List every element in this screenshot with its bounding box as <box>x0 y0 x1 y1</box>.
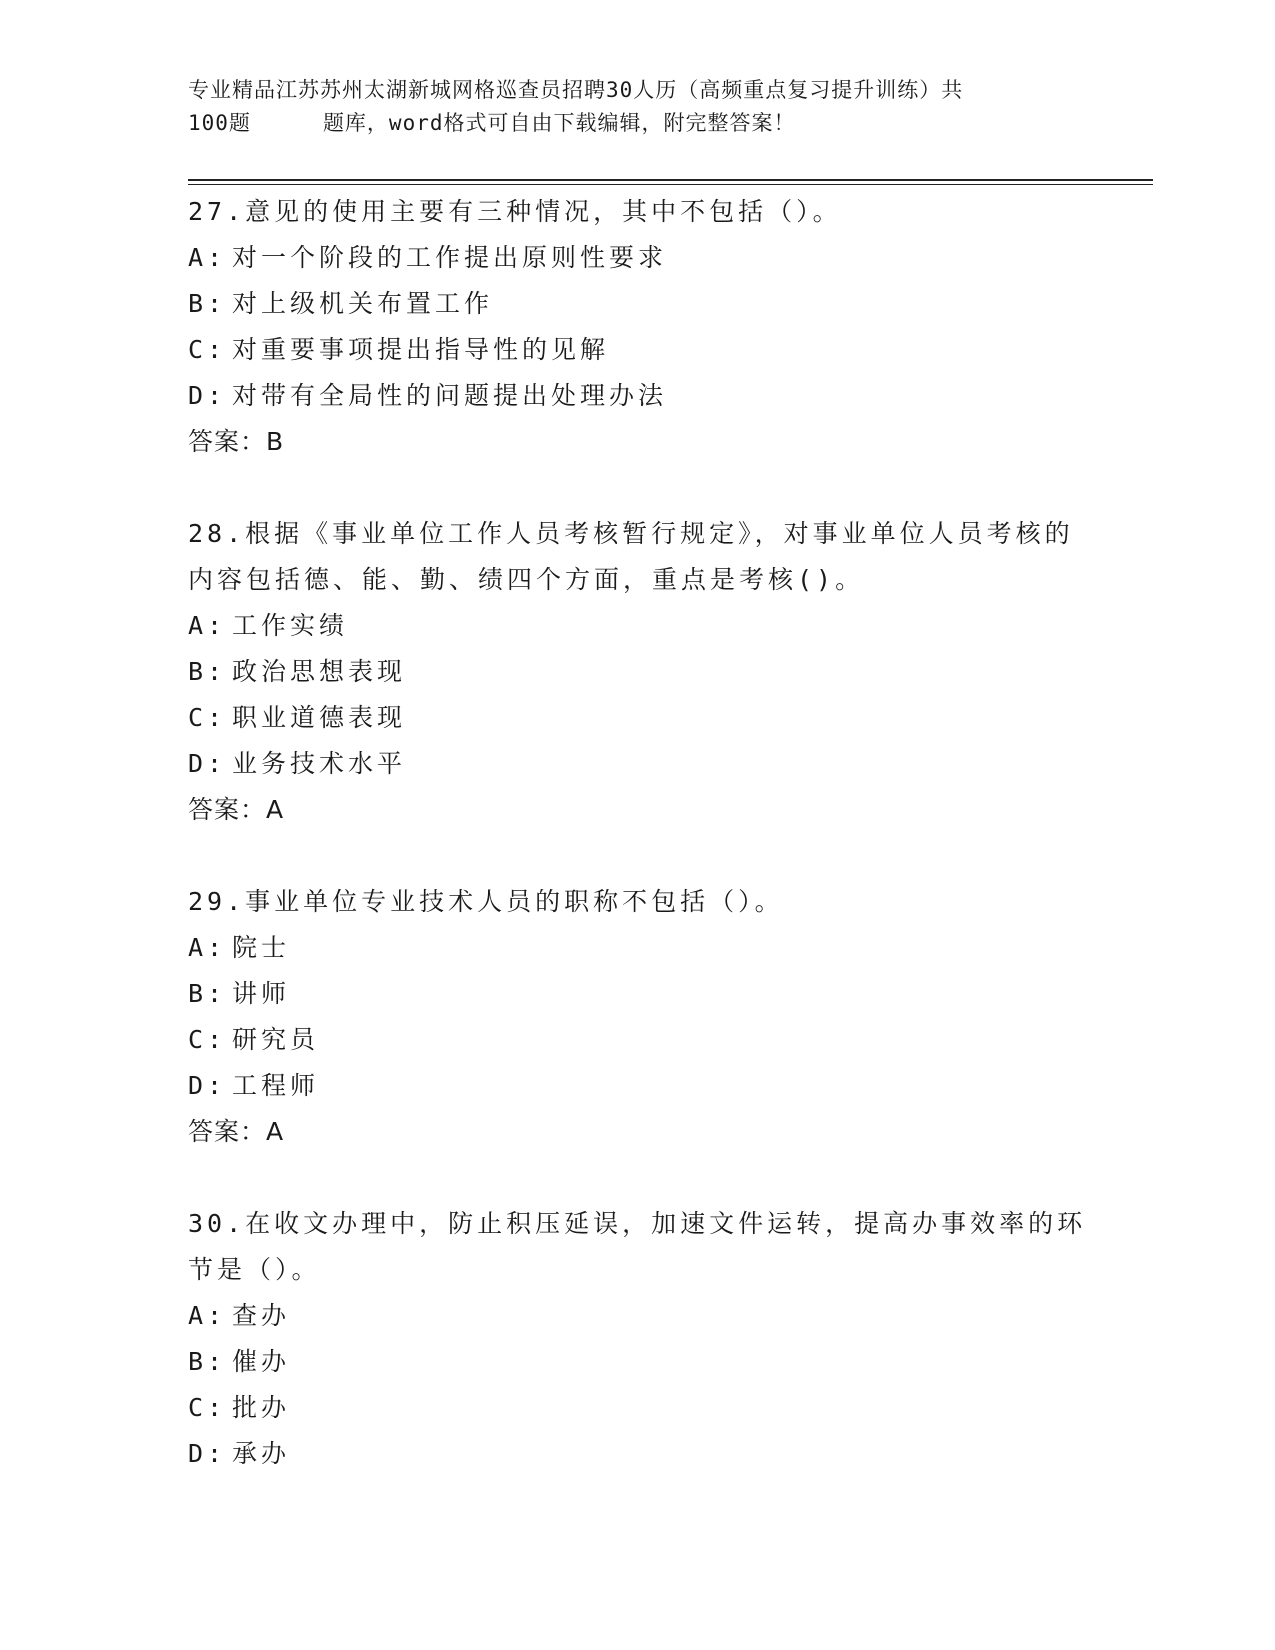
option-d <box>188 1431 1088 1477</box>
option-letter: D: <box>188 381 227 410</box>
answer-label: 答案：B <box>188 427 285 456</box>
option-letter: D: <box>188 1439 227 1468</box>
header-divider <box>188 179 1153 185</box>
option-b <box>188 1339 1088 1385</box>
answer-label: 答案：A <box>188 1117 285 1146</box>
header-line-1: 专业精品江苏苏州太湖新城网格巡查员招聘30人历（高频重点复习提升训练）共 <box>188 78 964 102</box>
question-30 <box>188 1201 1088 1477</box>
option-a <box>188 603 1088 649</box>
option-c <box>188 1385 1088 1431</box>
option-c <box>188 695 1088 741</box>
option-text: 政治思想表现 <box>232 657 407 686</box>
option-letter: B: <box>188 979 227 1008</box>
option-text: 查办 <box>232 1301 291 1330</box>
option-letter: C: <box>188 335 227 364</box>
option-text: 讲师 <box>232 979 291 1008</box>
option-text: 工程师 <box>232 1071 320 1100</box>
option-a <box>188 925 1088 971</box>
option-letter: B: <box>188 657 227 686</box>
option-text: 批办 <box>232 1393 291 1422</box>
option-text: 职业道德表现 <box>232 703 407 732</box>
option-letter: A: <box>188 243 227 272</box>
option-a <box>188 1293 1088 1339</box>
option-d <box>188 1063 1088 1109</box>
question-text: 30.在收文办理中，防止积压延误，加速文件运转，提高办事效率的环节是（）。 <box>188 1209 1087 1284</box>
question-text: 29.事业单位专业技术人员的职称不包括（）。 <box>188 887 784 916</box>
option-text: 对重要事项提出指导性的见解 <box>232 335 610 364</box>
option-text: 对带有全局性的问题提出处理办法 <box>232 381 668 410</box>
option-text: 催办 <box>232 1347 291 1376</box>
question-text: 27.意见的使用主要有三种情况，其中不包括（）。 <box>188 197 842 226</box>
document-header <box>188 74 1088 140</box>
answer-label: 答案：A <box>188 795 285 824</box>
option-letter: D: <box>188 749 227 778</box>
question-text: 28.根据《事业单位工作人员考核暂行规定》，对事业单位人员考核的内容包括德、能、勤、绩四个方面，重点是考核()。 <box>188 519 1074 594</box>
option-d <box>188 373 1088 419</box>
question-list <box>188 189 1088 1523</box>
option-d <box>188 741 1088 787</box>
option-b <box>188 281 1088 327</box>
option-letter: B: <box>188 289 227 318</box>
option-letter: A: <box>188 611 227 640</box>
option-c <box>188 1017 1088 1063</box>
option-a <box>188 235 1088 281</box>
option-text: 工作实绩 <box>232 611 349 640</box>
option-text: 对一个阶段的工作提出原则性要求 <box>232 243 668 272</box>
option-b <box>188 649 1088 695</box>
option-letter: C: <box>188 1025 227 1054</box>
header-line-2 <box>188 107 1088 140</box>
header-question-count: 100题 <box>188 111 251 135</box>
header-description: 题库，word格式可自由下载编辑，附完整答案！ <box>322 111 796 135</box>
question-28 <box>188 511 1088 833</box>
option-text: 研究员 <box>232 1025 320 1054</box>
option-letter: B: <box>188 1347 227 1376</box>
option-letter: C: <box>188 703 227 732</box>
option-text: 业务技术水平 <box>232 749 407 778</box>
option-letter: A: <box>188 1301 227 1330</box>
option-letter: D: <box>188 1071 227 1100</box>
question-29 <box>188 879 1088 1155</box>
option-text: 院士 <box>232 933 291 962</box>
option-text: 对上级机关布置工作 <box>232 289 494 318</box>
option-letter: A: <box>188 933 227 962</box>
option-letter: C: <box>188 1393 227 1422</box>
question-27 <box>188 189 1088 465</box>
option-text: 承办 <box>232 1439 291 1468</box>
option-c <box>188 327 1088 373</box>
option-b <box>188 971 1088 1017</box>
